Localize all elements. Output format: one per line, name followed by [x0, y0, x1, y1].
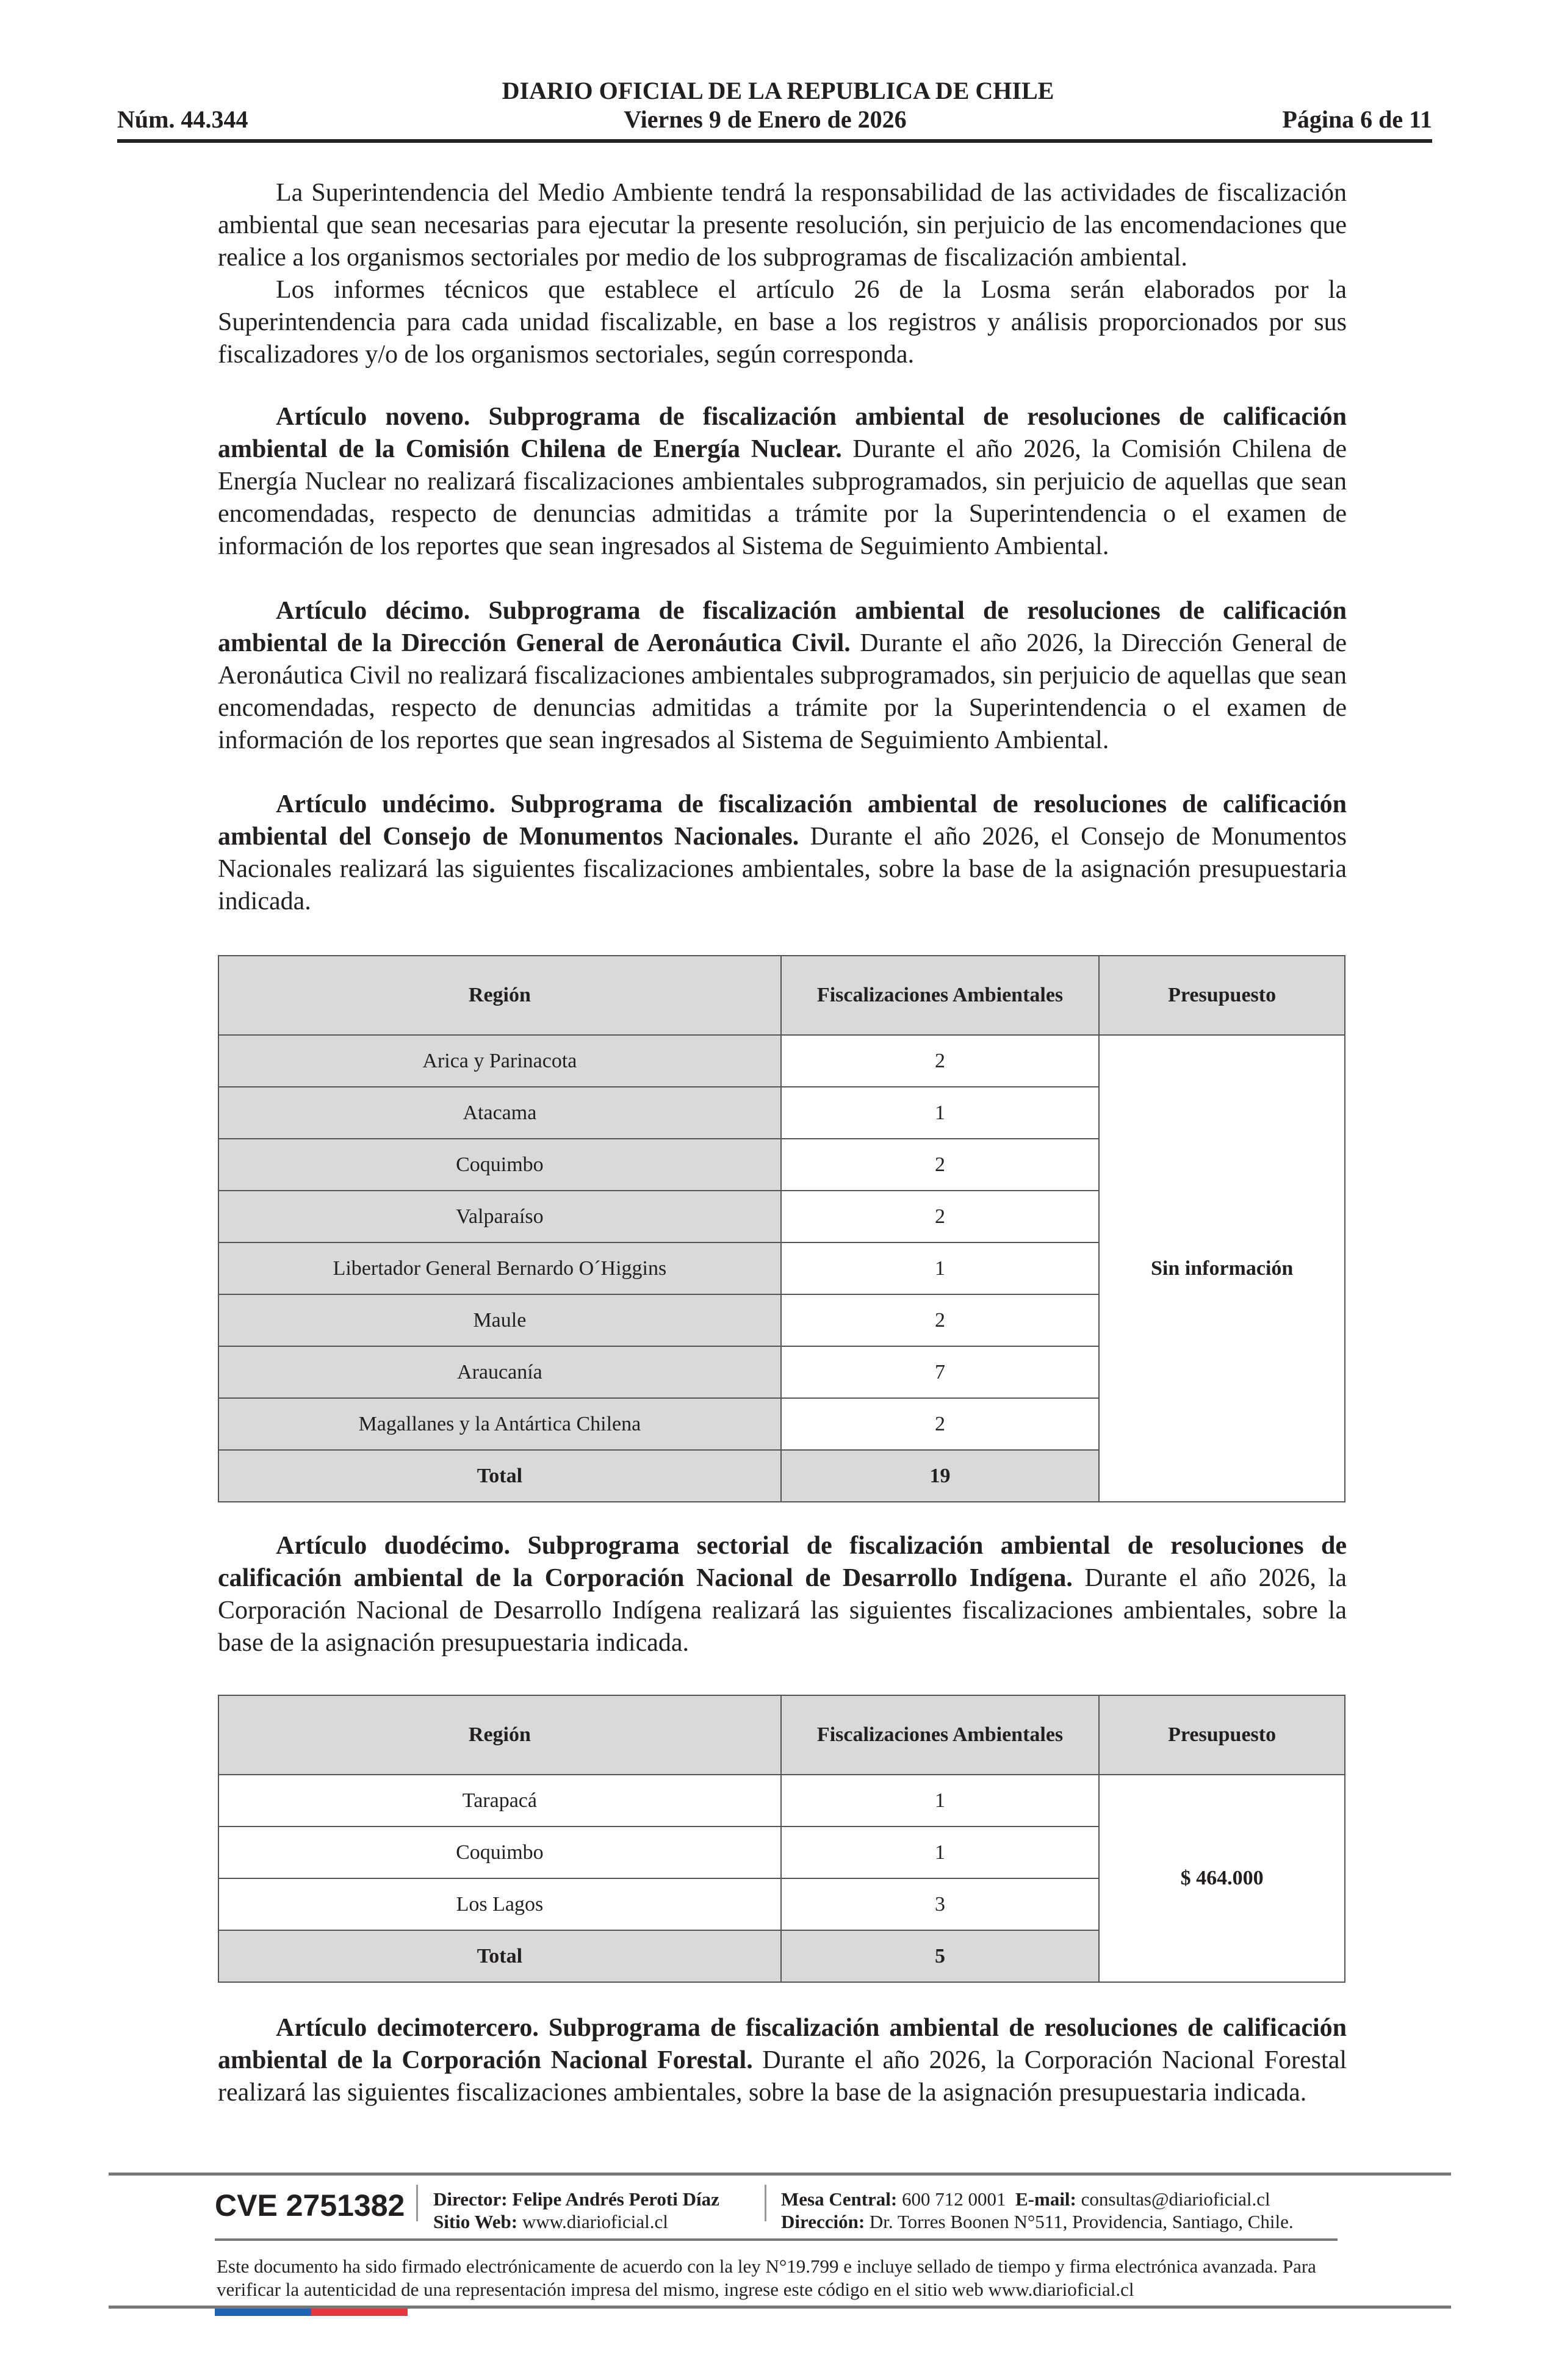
article-heading: Artículo duodécimo. Subprograma sectorial de fiscalización ambiental de resoluciones de calificación ambiental de la Corporación Nacional de Desarrollo Indígena.: [218, 1532, 1347, 1592]
region-cell: Araucanía: [218, 1346, 781, 1398]
col-header: Región: [218, 1695, 781, 1775]
director-name: Felipe Andrés Peroti Díaz: [512, 2188, 719, 2210]
article-body: Durante el año 2026, la Dirección General de Aeronáutica Civil no realizará fiscalizaciones ambientales subprogramados, sin perjuicio de aquellas que sean encomendadas, respecto de denuncias admitidas a trámite por la Superintendencia o el examen de información de los reportes que sean ingresados al Sistema de Seguimiento Ambiental.: [218, 629, 1347, 754]
footer-rule: [109, 2173, 1451, 2176]
cve-code: CVE 2751382: [215, 2188, 405, 2223]
divider: [416, 2185, 418, 2221]
budget-cell: Sin información: [1099, 1035, 1345, 1502]
count-cell: 2: [781, 1139, 1100, 1191]
region-cell: Valparaíso: [218, 1191, 781, 1242]
article-heading: Artículo decimotercero. Subprograma de fiscalización ambiental de resoluciones de calificación ambiental de la Corporación Nacional Forestal.: [218, 2014, 1347, 2074]
col-header: Presupuesto: [1099, 956, 1345, 1035]
col-header: Fiscalizaciones Ambientales: [781, 956, 1100, 1035]
phone: 600 712 0001: [902, 2188, 1006, 2210]
region-cell: Coquimbo: [218, 1826, 781, 1878]
region-cell: Maule: [218, 1294, 781, 1346]
col-header: Región: [218, 956, 781, 1035]
region-cell: Magallanes y la Antártica Chilena: [218, 1398, 781, 1450]
region-cell: Libertador General Bernardo O´Higgins: [218, 1242, 781, 1294]
region-cell: Tarapacá: [218, 1775, 781, 1826]
label: Director:: [433, 2188, 508, 2210]
label: E-mail:: [1015, 2188, 1076, 2210]
count-cell: 7: [781, 1346, 1100, 1398]
count-cell: 1: [781, 1242, 1100, 1294]
label: Mesa Central:: [781, 2188, 898, 2210]
count-cell: 1: [781, 1775, 1100, 1826]
col-header: Presupuesto: [1099, 1695, 1345, 1775]
paragraph: La Superintendencia del Medio Ambiente tendrá la responsabilidad de las actividades de fiscalización ambiental que sean necesarias para ejecutar la presente resolución, sin perjuicio de las encomendaciones que realice a los organismos sectoriales por medio de los subprogramas de fiscalización ambiental.: [218, 179, 1347, 272]
budget-cell: $ 464.000: [1099, 1775, 1345, 1982]
count-cell: 1: [781, 1087, 1100, 1139]
email-link[interactable]: consultas@diarioficial.cl: [1081, 2188, 1270, 2210]
region-cell: Coquimbo: [218, 1139, 781, 1191]
article-12: [218, 1530, 1347, 1659]
count-cell: 2: [781, 1294, 1100, 1346]
count-cell: 3: [781, 1878, 1100, 1930]
newspaper-title: DIARIO OFICIAL DE LA REPUBLICA DE CHILE: [502, 77, 1054, 104]
total-label: Total: [218, 1930, 781, 1982]
article-heading: Artículo décimo. Subprograma de fiscalización ambiental de resoluciones de calificación ambiental de la Dirección General de Aeronáutica Civil.: [218, 597, 1347, 657]
region-cell: Los Lagos: [218, 1878, 781, 1930]
address: Dr. Torres Boonen N°511, Providencia, Santiago, Chile.: [869, 2211, 1294, 2232]
article-body: Durante el año 2026, el Consejo de Monumentos Nacionales realizará las siguientes fiscalizaciones ambientales, sobre la base de la asignación presupuestaria indicada.: [218, 823, 1347, 915]
article-body: Durante el año 2026, la Comisión Chilena de Energía Nuclear no realizará fiscalizaciones ambientales subprogramados, sin perjuicio de aquellas que sean encomendadas, respecto de denuncias admitidas a trámite por la Superintendencia o el examen de información de los reportes que sean ingresados al Sistema de Seguimiento Ambiental.: [218, 435, 1347, 560]
region-cell: Arica y Parinacota: [218, 1035, 781, 1087]
footer-contact: [781, 2188, 1294, 2233]
website-link[interactable]: www.diarioficial.cl: [522, 2211, 668, 2232]
footer-director: [433, 2188, 719, 2233]
article-heading: Artículo undécimo. Subprograma de fiscalización ambiental de resoluciones de calificación ambiental del Consejo de Monumentos Nacionales.: [218, 790, 1347, 851]
article-10: [218, 595, 1347, 757]
intro-paragraphs: [218, 177, 1347, 371]
total-value: 19: [781, 1450, 1100, 1502]
total-value: 5: [781, 1930, 1100, 1982]
article-body: Durante el año 2026, la Corporación Nacional Forestal realizará las siguientes fiscalizaciones ambientales, sobre la base de la asignación presupuestaria indicada.: [218, 2046, 1347, 2107]
paragraph: Los informes técnicos que establece el artículo 26 de la Losma serán elaborados por la Superintendencia para cada unidad fiscalizable, en base a los registros y análisis proporcionados por sus fiscalizadores y/o de los organismos sectoriales, según corresponda.: [218, 276, 1347, 369]
table-monumentos: [218, 955, 1345, 1502]
divider: [765, 2185, 766, 2221]
table-row: [218, 1035, 1345, 1087]
flag-blue-bar: [215, 2309, 311, 2316]
issue-number: Núm. 44.344: [117, 106, 248, 133]
count-cell: 2: [781, 1398, 1100, 1450]
legal-notice: Este documento ha sido firmado electrónicamente de acuerdo con la ley N°19.799 e incluye sellado de tiempo y firma electrónica avanzada. Para verificar la autenticidad de una representación impresa del mismo, ingrese este código en el sitio web www.diarioficial.cl: [217, 2256, 1316, 2300]
label: Dirección:: [781, 2211, 865, 2232]
count-cell: 2: [781, 1035, 1100, 1087]
article-body: Durante el año 2026, la Corporación Nacional de Desarrollo Indígena realizará las siguientes fiscalizaciones ambientales, sobre la base de la asignación presupuestaria indicada.: [218, 1564, 1347, 1657]
count-cell: 1: [781, 1826, 1100, 1878]
article-13: [218, 2012, 1347, 2109]
label: Sitio Web:: [433, 2211, 518, 2232]
issue-date: Viernes 9 de Enero de 2026: [624, 106, 907, 133]
article-9: [218, 401, 1347, 563]
flag-red-bar: [311, 2309, 408, 2316]
total-label: Total: [218, 1450, 781, 1502]
count-cell: 2: [781, 1191, 1100, 1242]
col-header: Fiscalizaciones Ambientales: [781, 1695, 1100, 1775]
header-row: [117, 105, 1432, 134]
page-number: Página 6 de 11: [1282, 106, 1432, 133]
region-cell: Atacama: [218, 1087, 781, 1139]
table-row: [218, 1775, 1345, 1826]
header-rule: [117, 139, 1432, 143]
table-conadi: [218, 1695, 1345, 1983]
footer-inner-rule: [215, 2238, 1338, 2241]
article-heading: Artículo noveno. Subprograma de fiscalización ambiental de resoluciones de calificación ambiental de la Comisión Chilena de Energía Nuclear.: [218, 403, 1347, 463]
article-11: [218, 788, 1347, 918]
